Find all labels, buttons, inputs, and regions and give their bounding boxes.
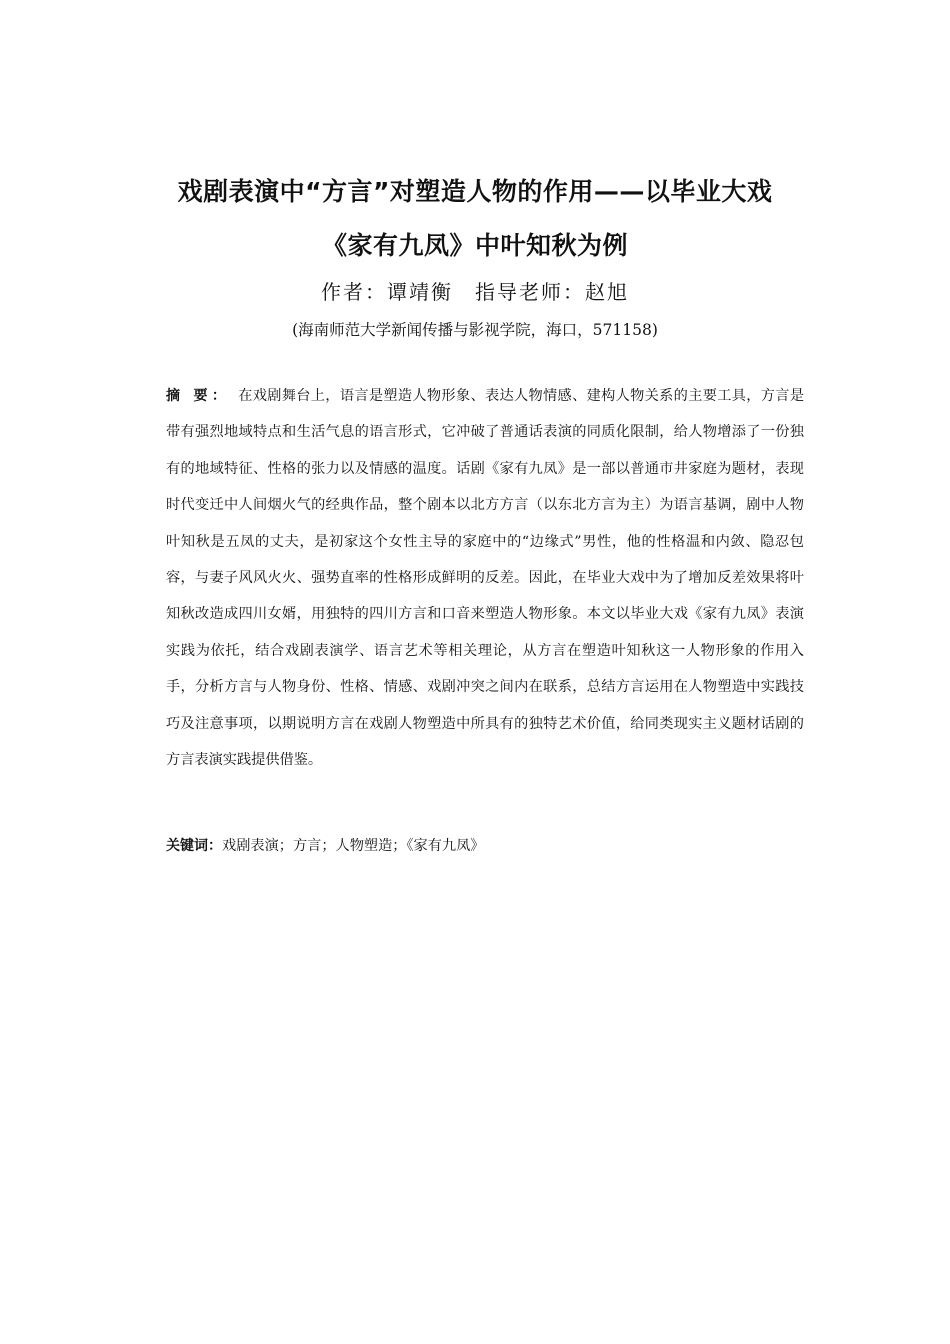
author-byline: 作者：谭靖衡 指导老师：赵旭: [321, 280, 629, 304]
keywords-block: [166, 835, 804, 855]
paper-title-line-2: 《家有九凤》中叶知秋为例: [321, 231, 628, 260]
abstract-label: 摘 要：: [166, 388, 231, 404]
keywords-text: 戏剧表演；方言；人物塑造；《家有九凤》: [222, 838, 485, 854]
author-affiliation: (海南师范大学新闻传播与影视学院，海口，571158): [292, 321, 658, 339]
paper-title-line-1: 戏剧表演中“方言”对塑造人物的作用——以毕业大戏: [177, 177, 773, 206]
abstract-block: [166, 378, 804, 778]
keywords-label: 关键词：: [166, 838, 222, 854]
abstract-text: 在戏剧舞台上，语言是塑造人物形象、表达人物情感、建构人物关系的主要工具，方言是带有强烈地域特点和生活气息的语言形式，它冲破了普通话表演的同质化限制，给人物增添了一份独有的地域特征、性格的张力以及情感的温度。话剧《家有九凤》是一部以普通市井家庭为题材，表现时代变迁中人间烟火气的经典作品，整个剧本以北方方言（以东北方言为主）为语言基调，剧中人物叶知秋是五凤的丈夫，是初家这个女性主导的家庭中的“边缘式”男性，他的性格温和内敛、隐忍包容，与妻子风风火火、强势直率的性格形成鲜明的反差。因此，在毕业大戏中为了增加反差效果将叶知秋改造成四川女婿，用独特的四川方言和口音来塑造人物形象。本文以毕业大戏《家有九凤》表演实践为依托，结合戏剧表演学、语言艺术等相关理论，从方言在塑造叶知秋这一人物形象的作用入手，分析方言与人物身份、性格、情感、戏剧冲突之间内在联系，总结方言运用在人物塑造中实践技巧及注意事项，以期说明方言在戏剧人物塑造中所具有的独特艺术价值，给同类现实主义题材话剧的方言表演实践提供借鉴。: [166, 388, 805, 769]
